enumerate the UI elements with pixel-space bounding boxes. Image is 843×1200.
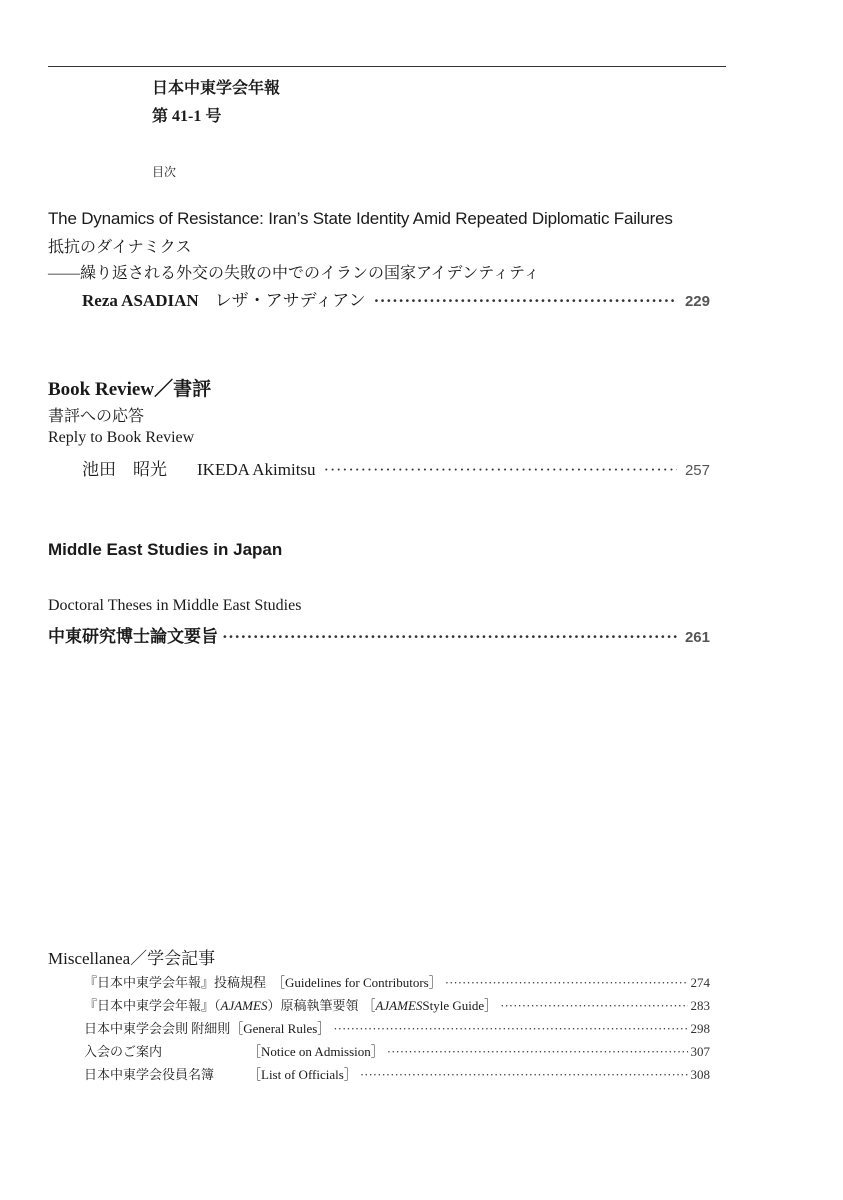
misc-item-ja: 『日本中東学会年報』投稿規程 xyxy=(84,975,267,990)
issue-number: 第 41-1 号 xyxy=(152,108,222,125)
review-title-en[interactable]: Reply to Book Review xyxy=(48,429,195,446)
misc-item-officials[interactable] xyxy=(84,1064,710,1083)
misc-item-page: 308 xyxy=(690,1067,710,1082)
misc-item-en: ［General Rules］ xyxy=(230,1021,331,1036)
misc-item-en: ［List of Officials］ xyxy=(248,1067,357,1082)
dot-leader xyxy=(500,998,687,1014)
article-author-ja: レザ・アサディアン xyxy=(214,291,366,310)
misc-item-page: 274 xyxy=(690,975,710,990)
review-author-en: IKEDA Akimitsu xyxy=(197,460,316,479)
dot-leader xyxy=(374,291,677,311)
article-page-number: 229 xyxy=(684,293,710,310)
dot-leader xyxy=(333,1021,687,1037)
doctoral-theses-title-en[interactable]: Doctoral Theses in Middle East Studies xyxy=(48,597,302,614)
mes-heading: Middle East Studies in Japan xyxy=(48,540,283,559)
misc-item-en: Style Guide］ xyxy=(422,998,498,1013)
article-title-en[interactable]: The Dynamics of Resistance: Iran’s State Identity Amid Repeated Diplomatic Failures xyxy=(48,209,673,228)
journal-title: 日本中東学会年報 xyxy=(152,80,281,97)
doctoral-theses-line[interactable] xyxy=(48,622,710,647)
article-title-ja[interactable]: 抵抗のダイナミクス xyxy=(48,239,192,256)
misc-item-ja-after: ）原稿執筆要領 xyxy=(267,998,359,1013)
misc-item-en-italic: AJAMES xyxy=(375,998,423,1013)
review-title-ja[interactable]: 書評への応答 xyxy=(48,408,145,425)
top-rule xyxy=(48,66,726,67)
doctoral-theses-title-ja: 中東研究博士論文要旨 xyxy=(48,627,218,646)
misc-item-en: ［Notice on Admission］ xyxy=(248,1044,384,1059)
review-author-ja: 池田 昭光 xyxy=(82,460,167,479)
dot-leader xyxy=(360,1067,688,1083)
toc-label: 目次 xyxy=(152,165,177,179)
misc-item-ja: 『日本中東学会年報』（ xyxy=(84,998,221,1013)
doctoral-page-number: 261 xyxy=(684,629,710,646)
article-author-line[interactable] xyxy=(82,286,710,311)
dot-leader xyxy=(445,975,688,991)
misc-item-ja: 日本中東学会役員名簿 xyxy=(84,1067,215,1082)
misc-item-en-pre: ［ xyxy=(362,998,376,1013)
dot-leader xyxy=(222,627,677,647)
misc-item-general-rules[interactable] xyxy=(84,1018,710,1037)
misc-item-page: 298 xyxy=(690,1021,710,1036)
misc-item-en: ［Guidelines for Contributors］ xyxy=(272,975,442,990)
misc-item-style-guide[interactable] xyxy=(84,995,710,1014)
article-author-en: Reza ASADIAN xyxy=(82,291,199,310)
misc-item-admission[interactable] xyxy=(84,1041,710,1060)
misc-item-page: 307 xyxy=(690,1044,710,1059)
book-review-heading: Book Review／書評 xyxy=(48,379,212,400)
misc-item-ja-italic: AJAMES xyxy=(220,998,268,1013)
review-author-line[interactable] xyxy=(82,455,710,480)
misc-item-guidelines[interactable] xyxy=(84,972,710,991)
dot-leader xyxy=(324,460,677,480)
dot-leader xyxy=(387,1044,688,1060)
misc-item-ja: 入会のご案内 xyxy=(84,1044,163,1059)
misc-item-ja: 日本中東学会会則 附細則 xyxy=(84,1021,231,1036)
miscellanea-heading: Miscellanea／学会記事 xyxy=(48,949,216,968)
article-subtitle-ja: ――繰り返される外交の失敗の中でのイランの国家アイデンティティ xyxy=(48,265,540,282)
misc-item-page: 283 xyxy=(690,998,710,1013)
review-page-number: 257 xyxy=(684,462,710,479)
